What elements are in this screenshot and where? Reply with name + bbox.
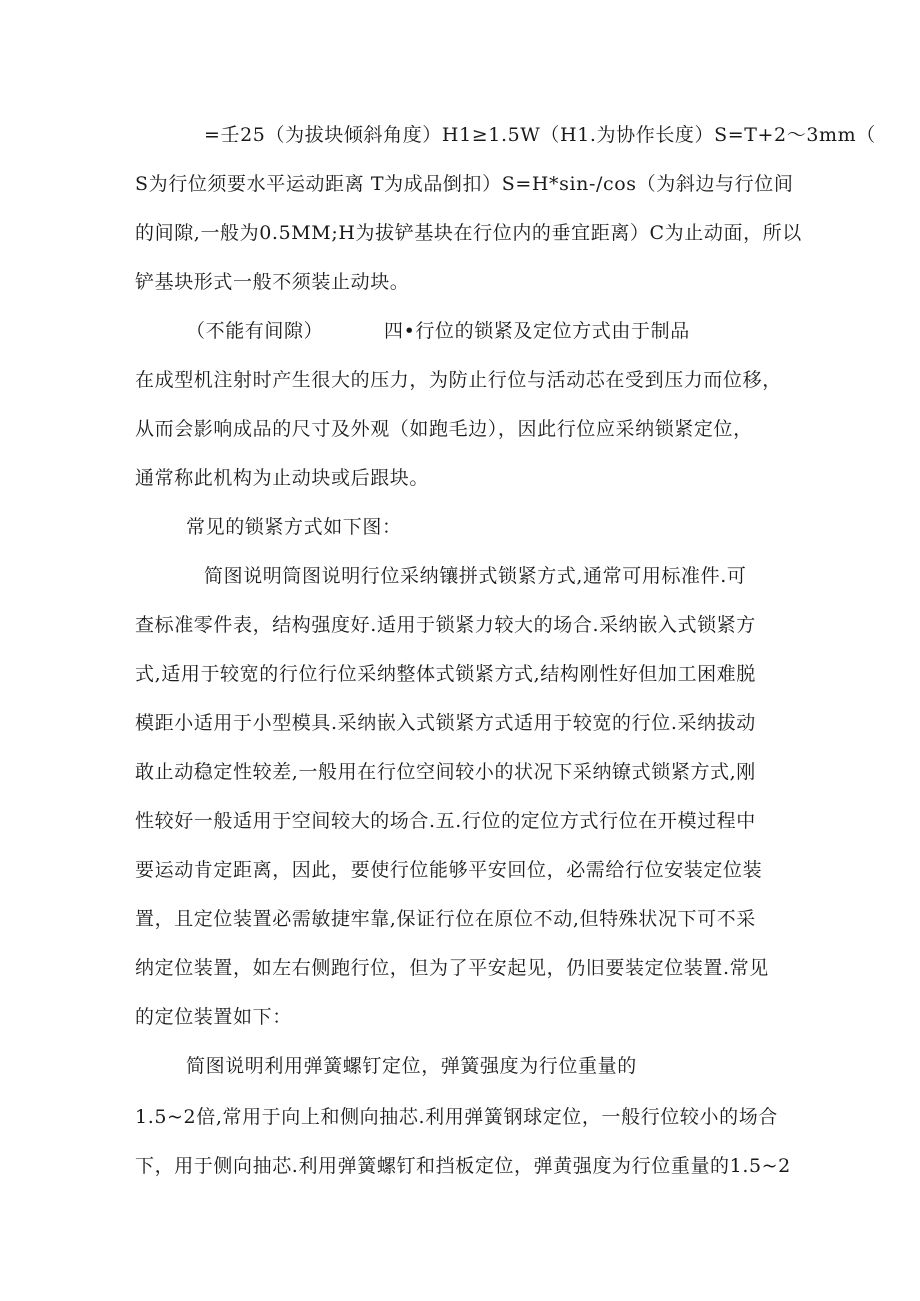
text-line-14: 敢止动稳定性较差,一般用在行位空间较小的状况下采纳镣式锁紧方式,刚 (135, 761, 756, 783)
text-line-3: 的间隙,一般为0.5MM;H为拔铲基块在行位内的垂宜距离）C为止动面，所以 (135, 222, 802, 244)
text-line-10: 简图说明筒图说明行位采纳镶拼式锁紧方式,通常可用标准件.可 (204, 565, 747, 587)
text-line-1: =壬25（为拔块倾斜角度）H1≥1.5W（H1.为协作长度）S=T+2～3mm（ (204, 124, 876, 146)
text-line-11: 查标准零件表，结构强度好.适用于锁紧力较大的场合.采纳嵌入式锁紧方 (135, 614, 756, 636)
text-line-15: 性较好一般适用于空间较大的场合.五.行位的定位方式行位在开模过程中 (135, 810, 756, 832)
text-line-2: S为行位须要水平运动距离 T为成品倒扣）S=H*sin-/cos（为斜边与行位间 (135, 173, 794, 195)
text-line-16: 要运动肯定距离，因此，要使行位能够平安回位，必需给行位安装定位装 (135, 859, 763, 881)
text-line-6: 在成型机注射时产生很大的压力，为防止行位与活动芯在受到压力而位移， (135, 369, 782, 391)
text-line-17: 置，且定位装置必需敏捷牢靠,保证行位在原位不动,但特殊状况下可不采 (135, 908, 756, 930)
text-line-22: 下，用于侧向抽芯.利用弹簧螺钉和挡板定位，弹黄强度为行位重量的1.5~2 (135, 1155, 791, 1177)
text-line-20: 简图说明利用弹簧螺钉定位，弹簧强度为行位重量的 (186, 1055, 637, 1077)
text-line-4: 铲基块形式一般不须装止动块。 (135, 271, 410, 293)
text-line-5a: （不能有间隙） (186, 320, 324, 342)
text-line-12: 式,适用于较宽的行位行位采纳整体式锁紧方式,结构刚性好但加工困难脱 (135, 663, 756, 685)
text-line-21: 1.5~2倍,常用于向上和侧向抽芯.利用弹簧钢球定位，一般行位较小的场合 (135, 1106, 778, 1128)
text-line-8: 通常称此机构为止动块或后跟块。 (135, 467, 430, 489)
text-line-18: 纳定位装置，如左右侧跑行位，但为了平安起见，仍旧要装定位装置.常见 (135, 957, 769, 979)
text-line-19: 的定位装置如下： (135, 1006, 292, 1028)
section-heading-4: 四•行位的锁紧及定位方式由于制品 (384, 320, 690, 342)
text-line-13: 模距小适用于小型模具.采纳嵌入式锁紧方式适用于较宽的行位.采纳拔动 (135, 712, 756, 734)
text-line-7: 从而会影响成品的尺寸及外观（如跑毛边），因此行位应采纳锁紧定位， (135, 418, 753, 440)
text-line-9: 常见的锁紧方式如下图： (186, 516, 402, 538)
